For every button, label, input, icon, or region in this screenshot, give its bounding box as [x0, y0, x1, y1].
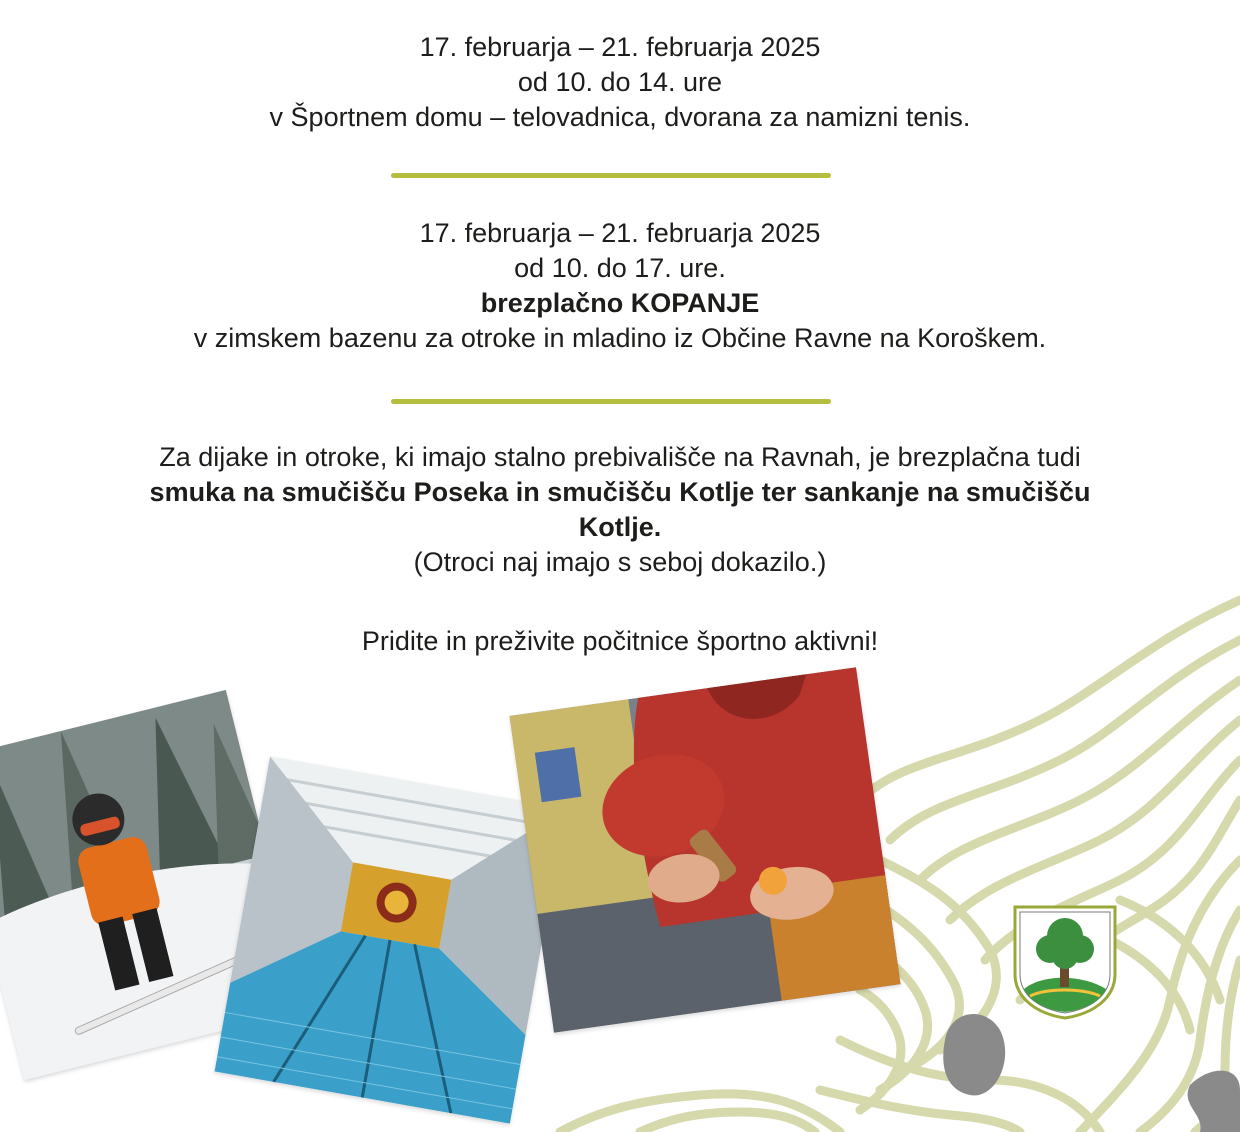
block3-intro: Za dijake in otroke, ki imajo stalno prebivališče na Ravnah, je brezplačna tudi: [159, 442, 1081, 472]
block2-location: v zimskem bazenu za otroke in mladino iz Občine Ravne na Koroškem.: [193, 323, 1047, 353]
activity-block-sports-hall: [0, 30, 1240, 135]
section-divider: [391, 399, 831, 404]
block1-hours: od 10. do 14. ure: [517, 67, 723, 97]
activity-block-swimming: [0, 216, 1240, 356]
block1-location: v Športnem domu – telovadnica, dvorana za namizni tenis.: [269, 102, 971, 132]
closing-text: Pridite in preživite počitnice športno aktivni!: [361, 626, 879, 656]
table-tennis-photo: [509, 667, 900, 1033]
block2-hours: od 10. do 17. ure.: [514, 253, 726, 283]
block3-highlight-line2: Kotlje.: [578, 512, 662, 542]
block3-highlight-line1: smuka na smučišču Poseka in smučišču Kotlje ter sankanje na smučišču: [149, 477, 1091, 507]
block2-dates: 17. februarja – 21. februarja 2025: [419, 218, 821, 248]
closing-message: [0, 624, 1240, 659]
block3-note: (Otroci naj imajo s seboj dokazilo.): [413, 547, 827, 577]
section-divider: [391, 173, 831, 178]
block1-dates: 17. februarja – 21. februarja 2025: [419, 32, 821, 62]
pool-photo: [214, 756, 565, 1123]
block2-title: brezplačno KOPANJE: [480, 288, 760, 318]
activity-block-skiing: [0, 440, 1240, 580]
tree-crest-icon: [1012, 904, 1118, 1025]
